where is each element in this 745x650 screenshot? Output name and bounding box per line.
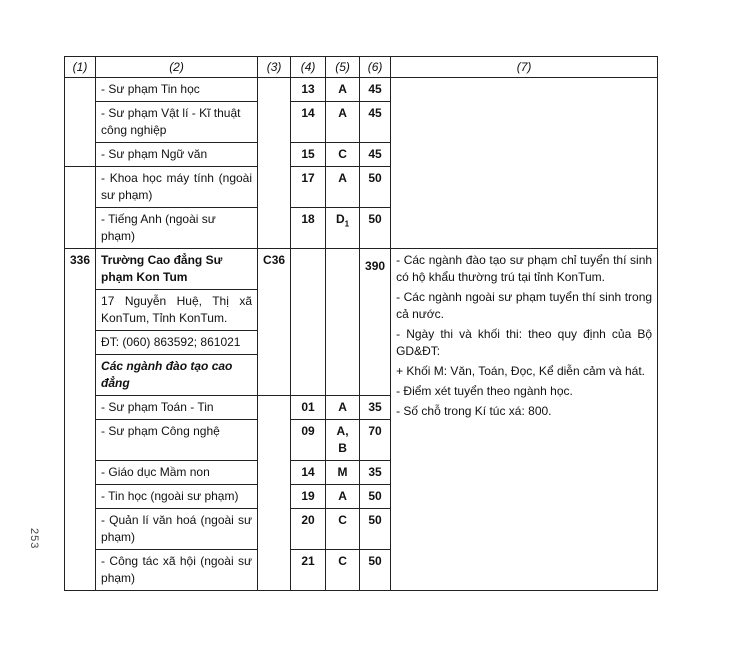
header-col-1: (1) <box>65 57 96 78</box>
major-code: 21 <box>291 550 326 591</box>
school-row <box>65 249 658 290</box>
major-quota: 50 <box>360 550 391 591</box>
note-item: + Khối M: Văn, Toán, Đọc, Kể diễn cảm và hát. <box>396 364 645 378</box>
major-name: - Khoa học máy tính (ngoài sư phạm) <box>96 167 258 208</box>
major-name: - Tiếng Anh (ngoài sư phạm) <box>96 208 258 249</box>
header-col-5: (5) <box>326 57 360 78</box>
code-cell-empty <box>258 396 291 591</box>
major-block: A <box>326 485 360 509</box>
major-quota: 50 <box>360 167 391 208</box>
school-code-empty <box>291 249 326 396</box>
id-cell-empty <box>65 78 96 167</box>
major-block: A <box>326 167 360 208</box>
major-name: - Tin học (ngoài sư phạm) <box>96 485 258 509</box>
major-name: - Sư phạm Ngữ văn <box>96 143 258 167</box>
major-code: 20 <box>291 509 326 550</box>
major-block: A <box>326 78 360 102</box>
header-col-6: (6) <box>360 57 391 78</box>
note-item: - Các ngành ngoài sư phạm tuyển thí sinh trong cả nước. <box>396 290 653 321</box>
major-quota: 50 <box>360 208 391 249</box>
major-name: - Công tác xã hội (ngoài sư phạm) <box>96 550 258 591</box>
school-total: 390 <box>360 249 391 396</box>
major-name: - Sư phạm Toán - Tin <box>96 396 258 420</box>
major-block: A <box>326 102 360 143</box>
table-row <box>65 78 658 102</box>
page-number: 253 <box>28 528 40 550</box>
note-item: - Điểm xét tuyển theo ngành học. <box>396 384 573 398</box>
major-block: A <box>326 396 360 420</box>
section-title: Các ngành đào tạo cao đẳng <box>96 355 258 396</box>
major-name: - Sư phạm Công nghệ <box>96 420 258 461</box>
school-notes <box>391 249 658 591</box>
major-block: $D_1$ <box>326 208 360 249</box>
major-quota: 50 <box>360 485 391 509</box>
major-quota: 45 <box>360 143 391 167</box>
major-code: 17 <box>291 167 326 208</box>
school-block-empty <box>326 249 360 396</box>
major-code: 18 <box>291 208 326 249</box>
major-block: M <box>326 461 360 485</box>
major-block: C <box>326 143 360 167</box>
major-code: 15 <box>291 143 326 167</box>
header-col-4: (4) <box>291 57 326 78</box>
major-code: 19 <box>291 485 326 509</box>
major-quota: 50 <box>360 509 391 550</box>
code-cell-empty <box>258 78 291 249</box>
major-name: - Sư phạm Vật lí - Kĩ thuật công nghiệp <box>96 102 258 143</box>
header-col-7: (7) <box>391 57 658 78</box>
header-col-3: (3) <box>258 57 291 78</box>
note-item: - Ngày thi và khối thi: theo quy định của Bộ GD&ĐT: <box>396 327 653 358</box>
note-item: - Các ngành đào tạo sư phạm chỉ tuyển thí sinh có hộ khẩu thường trú tại tỉnh KonTum. <box>396 253 653 284</box>
note-item: - Số chỗ trong Kí túc xá: 800. <box>396 404 552 418</box>
school-phone: ĐT: (060) 863592; 861021 <box>96 331 258 355</box>
school-id: 336 <box>65 249 96 591</box>
major-block: C <box>326 509 360 550</box>
school-name: Trường Cao đẳng Sư phạm Kon Tum <box>96 249 258 290</box>
major-quota: 45 <box>360 102 391 143</box>
notes-cell-empty <box>391 78 658 249</box>
major-name: - Giáo dục Mầm non <box>96 461 258 485</box>
school-address: 17 Nguyễn Huệ, Thị xã KonTum, Tỉnh KonTum. <box>96 290 258 331</box>
major-name: - Sư phạm Tin học <box>96 78 258 102</box>
major-code: 14 <box>291 102 326 143</box>
header-row <box>65 57 658 78</box>
major-quota: 70 <box>360 420 391 461</box>
major-code: 14 <box>291 461 326 485</box>
major-quota: 45 <box>360 78 391 102</box>
admissions-table <box>64 56 658 591</box>
header-col-2: (2) <box>96 57 258 78</box>
major-block: A, B <box>326 420 360 461</box>
major-code: 01 <box>291 396 326 420</box>
major-block: C <box>326 550 360 591</box>
major-name: - Quản lí văn hoá (ngoài sư phạm) <box>96 509 258 550</box>
school-code: C36 <box>258 249 291 396</box>
major-code: 13 <box>291 78 326 102</box>
major-quota: 35 <box>360 461 391 485</box>
major-quota: 35 <box>360 396 391 420</box>
major-code: 09 <box>291 420 326 461</box>
id-cell-empty <box>65 167 96 249</box>
